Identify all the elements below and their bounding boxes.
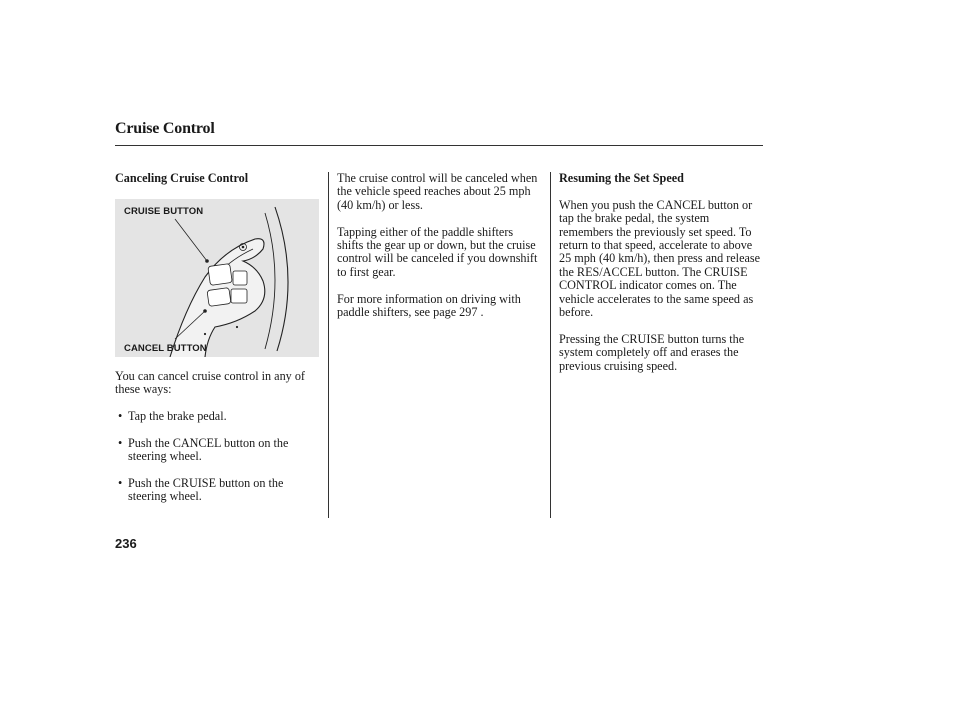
column-paddle-shifters	[337, 172, 542, 333]
cancel-button-label: CANCEL BUTTON	[124, 342, 207, 354]
page-number: 236	[115, 536, 137, 551]
list-item-text: Push the CRUISE button on the steering wheel.	[128, 476, 284, 504]
cancel-ways-list	[115, 410, 320, 504]
canceling-heading: Canceling Cruise Control	[115, 171, 249, 185]
paragraph: When you push the CANCEL button or tap the brake pedal, the system remembers the previously set speed. To return to that speed, accelerate to above 25 mph (40 km/h), then press and release the RES/ACCEL button. The CRUISE CONTROL indicator comes on. The vehicle accelerates to the same speed as before.	[559, 197, 761, 320]
list-item	[115, 410, 320, 423]
steering-wheel-illustration	[115, 199, 319, 357]
paragraph: Pressing the CRUISE button turns the system completely off and erases the previous cruising speed.	[559, 331, 745, 373]
bullet-icon: •	[118, 409, 123, 423]
column-divider-2	[550, 172, 551, 518]
column-canceling	[115, 172, 320, 517]
section-title: Cruise Control	[115, 120, 215, 137]
steering-wheel-figure	[115, 199, 319, 357]
list-item	[115, 437, 320, 464]
list-item-text: Tap the brake pedal.	[128, 409, 227, 423]
cruise-button-label: CRUISE BUTTON	[124, 205, 204, 217]
list-item	[115, 477, 320, 504]
title-rule	[115, 145, 763, 146]
cancel-intro-text: You can cancel cruise control in any of these ways:	[115, 368, 305, 397]
bullet-icon: •	[118, 476, 123, 490]
bullet-icon: •	[118, 435, 123, 450]
column-resuming	[559, 172, 765, 386]
paragraph: For more information on driving with paddle shifters, see page 297 .	[337, 291, 521, 320]
paragraph: The cruise control will be canceled when the vehicle speed reaches about 25 mph (40 km/h) or less.	[337, 171, 538, 212]
resuming-heading: Resuming the Set Speed	[559, 171, 684, 185]
column-divider-1	[328, 172, 329, 518]
paragraph: Tapping either of the paddle shifters shifts the gear up or down, but the cruise control will be canceled if you downshift to first gear.	[337, 224, 538, 279]
list-item-text: Push the CANCEL button on the steering wheel.	[128, 435, 289, 464]
